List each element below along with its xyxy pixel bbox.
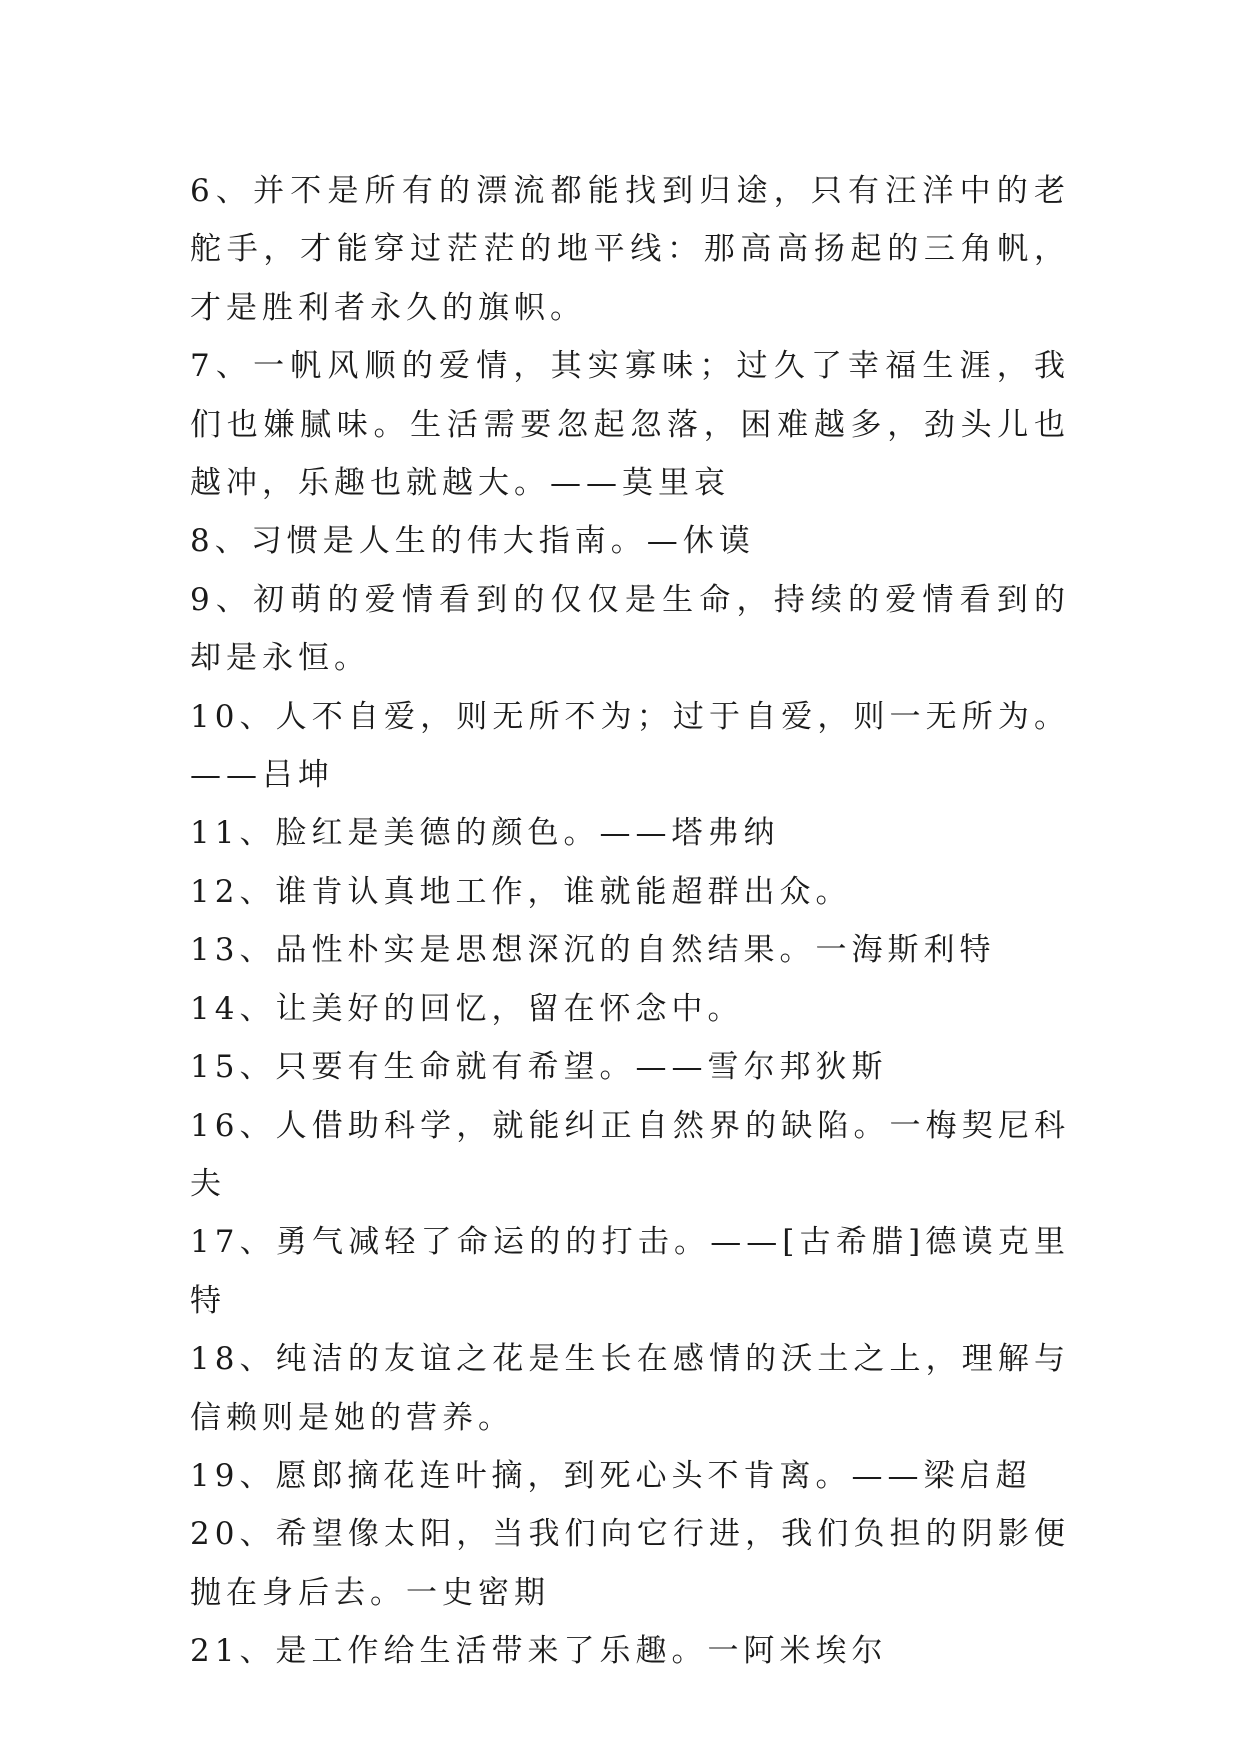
quote-item-7: 7、一帆风顺的爱情，其实寡味；过久了幸福生涯，我们也嫌腻味。生活需要忽起忽落，困难越多，劲头儿也越冲，乐趣也就越大。——莫里哀 (190, 348, 1070, 502)
quote-item-15: 15、只要有生命就有希望。——雪尔邦狄斯 (190, 1049, 888, 1086)
quote-item-16: 16、人借助科学，就能纠正自然界的缺陷。一梅契尼科夫 (190, 1107, 1070, 1202)
quote-item-6: 6、并不是所有的漂流都能找到归途，只有汪洋中的老舵手，才能穿过茫茫的地平线：那高高扬起的三角帆，才是胜利者永久的旗帜。 (190, 173, 1070, 326)
quote-item-14: 14、让美好的回忆，留在怀念中。 (190, 990, 744, 1027)
quote-item-9: 9、初萌的爱情看到的仅仅是生命，持续的爱情看到的却是永恒。 (190, 581, 1070, 677)
quote-item-8: 8、习惯是人生的伟大指南。—休谟 (190, 523, 755, 560)
quote-item-21: 21、是工作给生活带来了乐趣。一阿米埃尔 (190, 1633, 888, 1670)
quote-item-19: 19、愿郎摘花连叶摘，到死心头不肯离。——梁启超 (190, 1457, 1032, 1494)
quote-item-12: 12、谁肯认真地工作，谁就能超群出众。 (190, 873, 852, 910)
quote-list (190, 162, 1070, 1681)
quote-item-13: 13、品性朴实是思想深沉的自然结果。一海斯利特 (190, 932, 996, 969)
quote-item-11: 11、脸红是美德的颜色。——塔弗纳 (190, 815, 780, 852)
quote-item-17: 17、勇气减轻了命运的的打击。——[古希腊]德谟克里特 (190, 1224, 1070, 1319)
quote-item-10: 10、人不自爱，则无所不为；过于自爱，则一无所为。——吕坤 (190, 698, 1070, 794)
quote-item-18: 18、纯洁的友谊之花是生长在感情的沃土之上，理解与信赖则是她的营养。 (190, 1341, 1070, 1436)
quote-item-20: 20、希望像太阳，当我们向它行进，我们负担的阴影便抛在身后去。一史密期 (190, 1516, 1070, 1611)
